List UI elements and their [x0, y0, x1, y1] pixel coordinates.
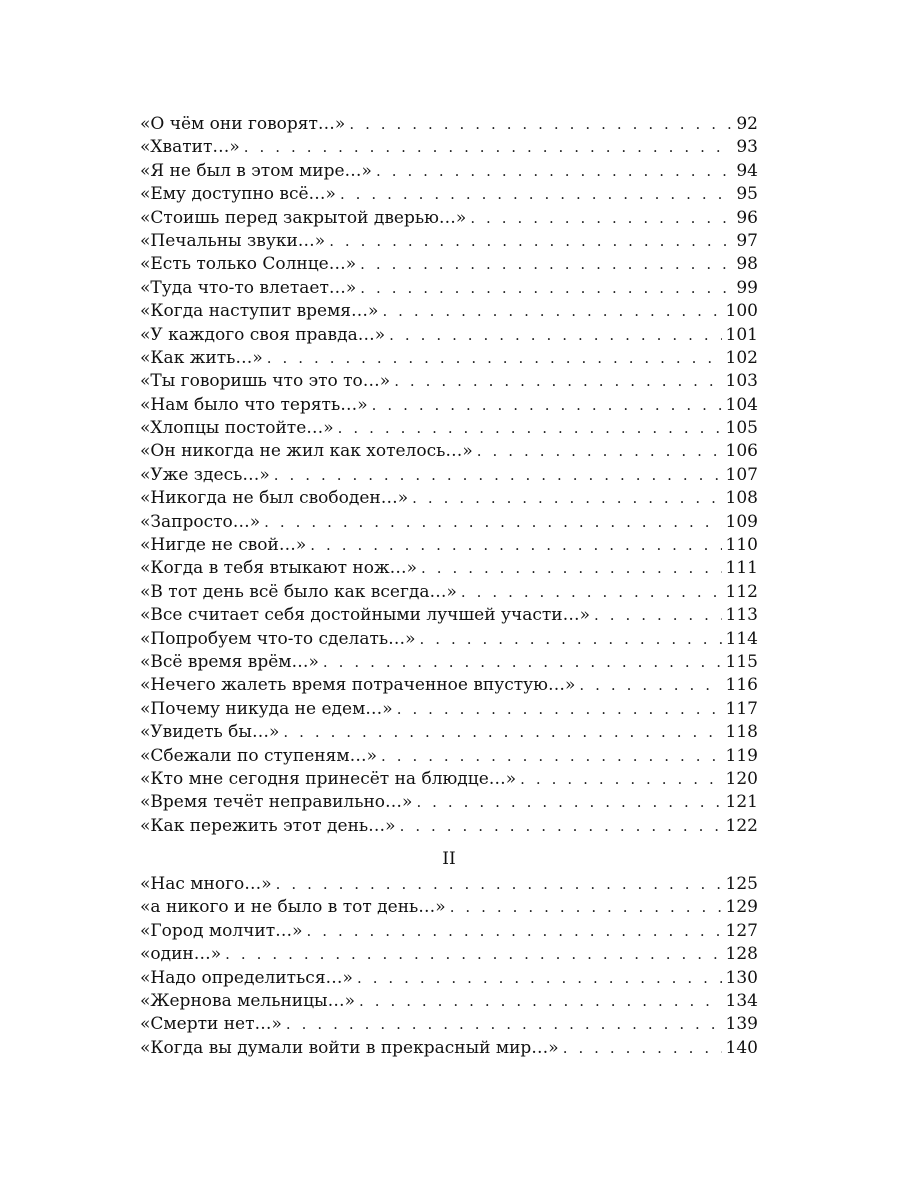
toc-entry-title: «Нам было что терять…» [140, 394, 368, 415]
toc-entry-title: «Нечего жалеть время потраченное впустую…» [140, 675, 576, 696]
dot-leader [461, 581, 722, 604]
toc-entry-page: 92 [736, 114, 758, 134]
toc-entry-page: 134 [725, 990, 758, 1011]
toc-entry [140, 943, 758, 966]
toc-entry-title: «Почему никуда не едем…» [140, 698, 393, 719]
toc-entry-title: «Когда в тебя втыкают нож…» [140, 558, 417, 579]
dot-leader [357, 967, 722, 990]
table-of-contents-part-2 [140, 873, 758, 1060]
toc-entry-title: «а никого и не было в тот день…» [140, 897, 446, 918]
dot-leader [563, 1037, 722, 1060]
toc-entry-page: 106 [725, 441, 758, 462]
toc-entry-page: 116 [725, 675, 758, 696]
toc-entry-title: «Как пережить этот день…» [140, 815, 396, 836]
toc-entry [140, 440, 758, 463]
toc-entry-page: 121 [725, 792, 758, 813]
dot-leader [307, 920, 722, 943]
toc-entry [140, 990, 758, 1013]
toc-entry-title: «Попробуем что-то сделать…» [140, 628, 416, 649]
toc-entry [140, 511, 758, 534]
toc-entry-title: «Ему доступно всё…» [140, 184, 336, 205]
toc-entry-title: «Как жить…» [140, 347, 263, 368]
toc-entry-page: 100 [725, 301, 758, 322]
toc-entry-title: «Туда что-то влетает…» [140, 277, 357, 298]
toc-entry-page: 140 [725, 1037, 758, 1058]
dot-leader [382, 300, 721, 323]
toc-entry-page: 110 [725, 535, 758, 556]
toc-entry [140, 1037, 758, 1060]
toc-entry-page: 107 [725, 464, 758, 485]
toc-entry-page: 111 [725, 558, 758, 579]
toc-entry [140, 183, 758, 206]
toc-entry-page: 113 [725, 605, 758, 626]
toc-entry [140, 604, 758, 627]
toc-entry [140, 557, 758, 580]
toc-entry-page: 127 [725, 920, 758, 941]
toc-entry-title: «Когда наступит время…» [140, 301, 379, 322]
toc-entry-title: «Есть только Солнце…» [140, 254, 357, 275]
toc-entry [140, 160, 758, 183]
toc-entry-page: 139 [725, 1014, 758, 1035]
dot-leader [470, 207, 732, 230]
dot-leader [340, 183, 732, 206]
dot-leader [359, 990, 722, 1013]
toc-entry [140, 920, 758, 943]
toc-entry [140, 207, 758, 230]
toc-entry [140, 581, 758, 604]
toc-entry [140, 745, 758, 768]
toc-entry-title: «Никогда не был свободен…» [140, 488, 409, 509]
toc-entry [140, 873, 758, 896]
toc-entry [140, 417, 758, 440]
dot-leader [329, 230, 732, 253]
dot-leader [397, 698, 722, 721]
toc-entry-page: 128 [725, 944, 758, 965]
section-heading: II [442, 849, 456, 869]
toc-entry-page: 93 [736, 137, 758, 158]
dot-leader [579, 674, 721, 697]
toc-entry-page: 109 [725, 511, 758, 532]
toc-entry-page: 117 [725, 698, 758, 719]
dot-leader [323, 651, 722, 674]
toc-entry-title: «Надо определиться…» [140, 967, 353, 988]
dot-leader [276, 873, 722, 896]
toc-entry-page: 99 [736, 277, 758, 298]
dot-leader [283, 721, 721, 744]
dot-leader [376, 160, 732, 183]
dot-leader [421, 557, 722, 580]
toc-entry [140, 674, 758, 697]
toc-entry-title: «Время течёт неправильно…» [140, 792, 413, 813]
toc-entry-title: «Печальны звуки…» [140, 230, 326, 251]
toc-entry-title: «Сбежали по ступеням…» [140, 745, 377, 766]
dot-leader [412, 487, 721, 510]
dot-leader [381, 745, 722, 768]
toc-entry-title: «Город молчит…» [140, 920, 303, 941]
toc-entry [140, 370, 758, 393]
dot-leader [310, 534, 721, 557]
toc-entry [140, 230, 758, 253]
toc-entry-page: 105 [725, 418, 758, 439]
toc-entry-page: 112 [725, 581, 758, 602]
toc-entry [140, 534, 758, 557]
dot-leader [338, 417, 722, 440]
dot-leader [594, 604, 722, 627]
toc-entry [140, 967, 758, 990]
toc-entry-title: «Я не был в этом мире…» [140, 160, 372, 181]
toc-entry-title: «Все считает себя достойными лучшей участи…» [140, 605, 591, 626]
dot-leader [420, 628, 722, 651]
toc-entry-title: «Хлопцы постойте…» [140, 418, 334, 439]
toc-entry [140, 815, 758, 838]
toc-entry-title: «Ты говоришь что это то…» [140, 371, 391, 392]
toc-entry-title: «Хватит…» [140, 137, 240, 158]
toc-entry-title: «Он никогда не жил как хотелось…» [140, 441, 473, 462]
dot-leader [477, 440, 722, 463]
toc-entry-title: «Когда вы думали войти в прекрасный мир…» [140, 1037, 559, 1058]
toc-entry-title: «Запросто…» [140, 511, 261, 532]
toc-entry-page: 119 [725, 745, 758, 766]
toc-entry [140, 324, 758, 347]
toc-entry [140, 628, 758, 651]
dot-leader [394, 370, 721, 393]
dot-leader [267, 347, 722, 370]
toc-entry [140, 300, 758, 323]
toc-entry-page: 102 [725, 347, 758, 368]
dot-leader [360, 277, 732, 300]
toc-entry-page: 98 [736, 254, 758, 275]
toc-entry-page: 122 [725, 815, 758, 836]
toc-entry [140, 896, 758, 919]
toc-entry-page: 130 [725, 967, 758, 988]
dot-leader [372, 394, 722, 417]
toc-entry [140, 394, 758, 417]
toc-entry-title: «Жернова мельницы…» [140, 990, 355, 1011]
toc-entry [140, 1013, 758, 1036]
toc-entry-page: 95 [736, 184, 758, 205]
dot-leader [286, 1013, 722, 1036]
dot-leader [520, 768, 721, 791]
toc-entry [140, 721, 758, 744]
toc-entry-page: 115 [725, 651, 758, 672]
toc-entry-page: 101 [725, 324, 758, 345]
toc-entry [140, 253, 758, 276]
toc-entry-title: «Нигде не свой…» [140, 535, 307, 556]
dot-leader [264, 511, 721, 534]
toc-entry-title: «В тот день всё было как всегда…» [140, 581, 457, 602]
toc-entry-page: 97 [736, 230, 758, 251]
dot-leader [225, 943, 721, 966]
toc-entry-page: 125 [725, 874, 758, 894]
dot-leader [360, 253, 732, 276]
toc-entry-page: 108 [725, 488, 758, 509]
toc-entry [140, 651, 758, 674]
toc-entry-title: «один…» [140, 944, 222, 965]
toc-entry [140, 768, 758, 791]
toc-entry-title: «Всё время врём…» [140, 651, 319, 672]
dot-leader [450, 896, 722, 919]
toc-entry-title: «Стоишь перед закрытой дверью…» [140, 207, 467, 228]
toc-entry-page: 104 [725, 394, 758, 415]
toc-entry-title: «Увидеть бы…» [140, 722, 280, 743]
dot-leader [349, 113, 732, 136]
toc-entry-page: 114 [725, 628, 758, 649]
dot-leader [400, 815, 722, 838]
toc-entry-page: 129 [725, 897, 758, 918]
toc-entry [140, 464, 758, 487]
toc-entry [140, 136, 758, 159]
dot-leader [244, 136, 733, 159]
toc-entry-page: 118 [725, 722, 758, 743]
toc-entry [140, 347, 758, 370]
toc-entry-title: «У каждого своя правда…» [140, 324, 386, 345]
table-of-contents-part-1 [140, 113, 758, 838]
toc-entry [140, 698, 758, 721]
toc-entry-page: 103 [725, 371, 758, 392]
toc-entry-title: «Смерти нет…» [140, 1014, 282, 1035]
toc-entry-title: «Нас много…» [140, 874, 272, 894]
dot-leader [274, 464, 722, 487]
toc-entry [140, 791, 758, 814]
toc-entry-page: 94 [736, 160, 758, 181]
toc-entry-title: «Уже здесь…» [140, 464, 270, 485]
dot-leader [389, 324, 721, 347]
toc-entry-page: 96 [736, 207, 758, 228]
toc-entry-title: «О чём они говорят…» [140, 114, 346, 134]
toc-entry-title: «Кто мне сегодня принесёт на блюдце…» [140, 768, 517, 789]
toc-entry [140, 277, 758, 300]
toc-entry-page: 120 [725, 768, 758, 789]
dot-leader [416, 791, 721, 814]
toc-entry [140, 113, 758, 136]
toc-entry [140, 487, 758, 510]
